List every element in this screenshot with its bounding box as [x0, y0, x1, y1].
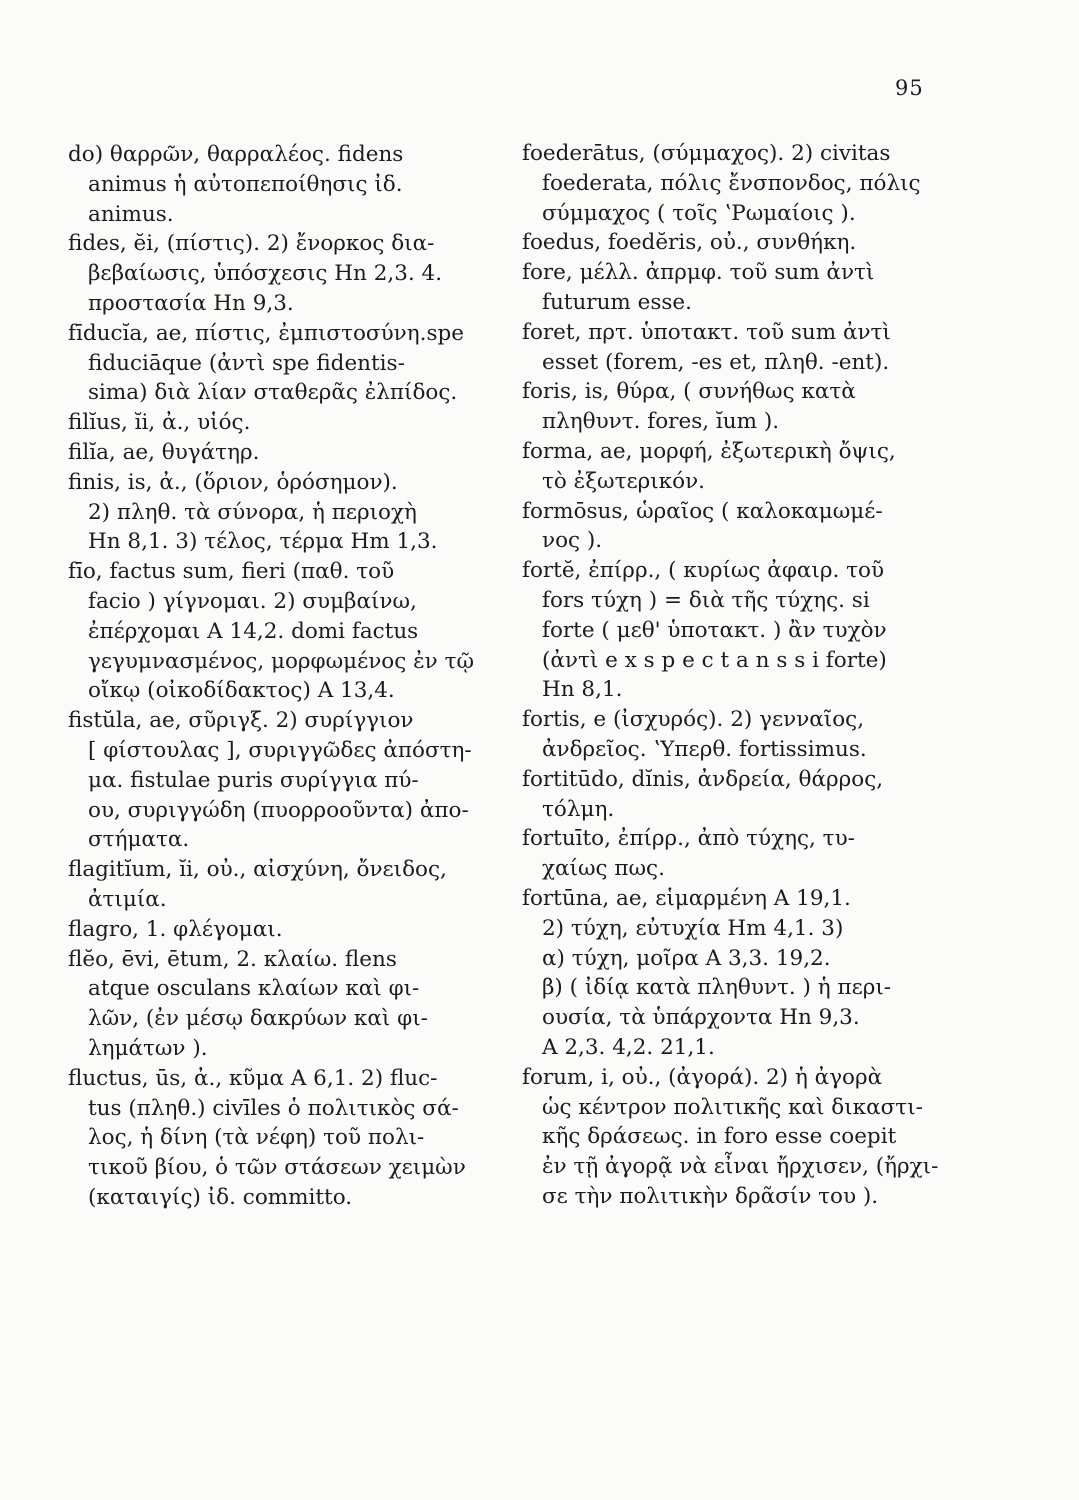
dictionary-line: fīducĭa, ae, πίστις, ἐμπιστοσύνη.spe	[68, 320, 464, 346]
dictionary-line: πληθυντ. fores, ĭum ).	[542, 409, 780, 435]
dictionary-line: tus (πληθ.) civīles ὁ πολιτικὸς σά-	[88, 1095, 459, 1121]
dictionary-line: filĭus, ĭi, ἀ., υἱός.	[68, 410, 251, 436]
dictionary-line: fortūna, ae, εἱμαρμένη A 19,1.	[522, 885, 851, 911]
dictionary-line: μα. fistulae puris συρίγγια πύ-	[88, 767, 419, 793]
dictionary-line: foederātus, (σύμμαχος). 2) civitas	[522, 141, 891, 166]
dictionary-line: προστασία Hn 9,3.	[88, 290, 294, 316]
dictionary-line: β) ( ἰδίᾳ κατὰ πληθυντ. ) ἡ περι-	[542, 975, 892, 1001]
dictionary-line: animus ἡ αὐτοπεποίθησις ἰδ.	[88, 171, 403, 197]
dictionary-line: λῶν, (ἐν μέσῳ δακρύων καὶ φι-	[88, 1006, 428, 1032]
page-number: 95	[895, 76, 924, 100]
dictionary-line: fortĕ, ἐπίρρ., ( κυρίως ἀφαιρ. τοῦ	[522, 558, 885, 584]
dictionary-line: finis, is, ἀ., (ὅριον, ὁρόσημον).	[68, 469, 398, 495]
dictionary-line: fore, μέλλ. ἀπρμφ. τοῦ sum ἀντὶ	[522, 260, 875, 286]
dictionary-line: fortitūdo, dĭnis, ἀνδρεία, θάρρος,	[522, 766, 884, 792]
dictionary-line: fiduciāque (ἀντὶ spe fidentis-	[88, 350, 405, 376]
dictionary-line: fortuīto, ἐπίρρ., ἀπὸ τύχης, τυ-	[522, 826, 855, 852]
left-column	[68, 140, 508, 1213]
dictionary-line: ἐπέρχομαι A 14,2. domi factus	[88, 618, 419, 644]
dictionary-line: [ φίστουλας ], συριγγῶδες ἀπόστη-	[88, 737, 472, 763]
dictionary-line: οἴκῳ (οἰκοδίδακτος) A 13,4.	[88, 678, 395, 704]
dictionary-line: filĭa, ae, θυγάτηρ.	[68, 439, 260, 465]
dictionary-line: forma, ae, μορφή, ἐξωτερικὴ ὄψις,	[522, 438, 896, 464]
dictionary-line: χαίως πως.	[542, 856, 665, 882]
dictionary-line: ἀνδρεῖος. ʽΥπερθ. fortissimus.	[542, 736, 867, 762]
dictionary-line: Hn 8,1.	[542, 677, 623, 703]
dictionary-line: 2) πληθ. τὰ σύνορα, ἡ περιοχὴ	[88, 499, 417, 525]
dictionary-line: atque osculans κλαίων καὶ φι-	[88, 976, 420, 1002]
dictionary-line: νος ).	[542, 528, 603, 554]
dictionary-line: foret, πρτ. ὑποτακτ. τοῦ sum ἀντὶ	[522, 319, 891, 345]
dictionary-line: βεβαίωσις, ὑπόσχεσις Hn 2,3. 4.	[88, 261, 443, 287]
dictionary-line: σύμμαχος ( τοῖς ʽΡωμαίοις ).	[542, 200, 856, 226]
dictionary-line: ἀτιμία.	[88, 886, 167, 912]
dictionary-line: fides, ĕi, (πίστις). 2) ἔνορκος δια-	[68, 231, 435, 257]
dictionary-line: τικοῦ βίου, ὁ τῶν στάσεων χειμὼν	[88, 1155, 466, 1181]
dictionary-line: animus.	[88, 201, 174, 227]
dictionary-line: λημάτων ).	[88, 1035, 208, 1061]
dictionary-line: σε τὴν πολιτικὴν δρᾶσίν του ).	[542, 1183, 879, 1209]
dictionary-line: foederata, πόλις ἔνσπονδος, πόλις	[542, 170, 921, 196]
dictionary-line: λος, ἡ δίνη (τὰ νέφη) τοῦ πολι-	[88, 1125, 425, 1151]
right-column	[522, 139, 982, 1212]
dictionary-line: forum, i, οὐ., (ἀγορά). 2) ἡ ἀγορὰ	[522, 1064, 883, 1090]
dictionary-line: do) θαρρῶν, θαρραλέος. fidens	[68, 142, 404, 167]
dictionary-line: fluctus, ūs, ἀ., κῦμα A 6,1. 2) fluc-	[68, 1065, 438, 1091]
dictionary-line: flagitĭum, ĭi, οὐ., αἰσχύνη, ὄνειδος,	[68, 857, 447, 883]
dictionary-line: fors τύχη ) = διὰ τῆς τύχης. si	[542, 587, 870, 613]
dictionary-line: facio ) γίγνομαι. 2) συμβαίνω,	[88, 588, 417, 614]
dictionary-line: Hn 8,1. 3) τέλος, τέρμα Hm 1,3.	[88, 529, 438, 555]
dictionary-line: (ἀντὶ e x s p e c t a n s s i forte)	[542, 647, 887, 673]
dictionary-line: A 2,3. 4,2. 21,1.	[542, 1034, 715, 1060]
dictionary-line: γεγυμνασμένος, μορφωμένος ἐν τῷ	[88, 648, 474, 674]
dictionary-line: (καταιγίς) ἰδ. committo.	[88, 1184, 353, 1210]
dictionary-line: fortis, e (ἰσχυρός). 2) γενναῖος,	[522, 707, 865, 733]
dictionary-line: foedus, foedĕris, οὐ., συνθήκη.	[522, 230, 857, 256]
dictionary-line: esset (forem, -es et, πληθ. -ent).	[542, 349, 890, 375]
dictionary-line: κῆς δράσεως. in foro esse coepit	[542, 1124, 897, 1150]
dictionary-line: τὸ ἐξωτερικόν.	[542, 468, 705, 494]
dictionary-line: στήματα.	[88, 827, 190, 853]
dictionary-line: α) τύχη, μοῖρα A 3,3. 19,2.	[542, 945, 831, 971]
dictionary-line: foris, is, θύρα, ( συνήθως κατὰ	[522, 379, 856, 405]
dictionary-line: flĕo, ēvi, ētum, 2. κλαίω. flens	[68, 946, 397, 972]
dictionary-line: formōsus, ὡραῖος ( καλοκαμωμέ-	[522, 498, 883, 524]
dictionary-line: fīo, factus sum, fieri (παθ. τοῦ	[68, 559, 395, 585]
dictionary-line: 2) τύχη, εὐτυχία Hm 4,1. 3)	[542, 915, 844, 941]
dictionary-line: τόλμη.	[542, 796, 615, 822]
dictionary-line: futurum esse.	[542, 289, 692, 315]
dictionary-line: ἐν τῇ ἀγορᾷ νὰ εἶναι ἤρχισεν, (ἤρχι-	[542, 1154, 939, 1180]
dictionary-line: flagro, 1. φλέγομαι.	[68, 916, 283, 942]
dictionary-line: ὡς κέντρον πολιτικῆς καὶ δικαστι-	[542, 1094, 923, 1120]
dictionary-line: fistŭla, ae, σῦριγξ. 2) συρίγγιον	[68, 708, 414, 734]
dictionary-line: sima) διὰ λίαν σταθερᾶς ἐλπίδος.	[88, 380, 458, 406]
dictionary-line: ου, συριγγώδη (πυορροοῦντα) ἀπο-	[88, 797, 469, 823]
dictionary-line: forte ( μεθ' ὑποτακτ. ) ἂν τυχὸν	[542, 617, 887, 643]
dictionary-line: ουσία, τὰ ὑπάρχοντα Hn 9,3.	[542, 1005, 860, 1031]
